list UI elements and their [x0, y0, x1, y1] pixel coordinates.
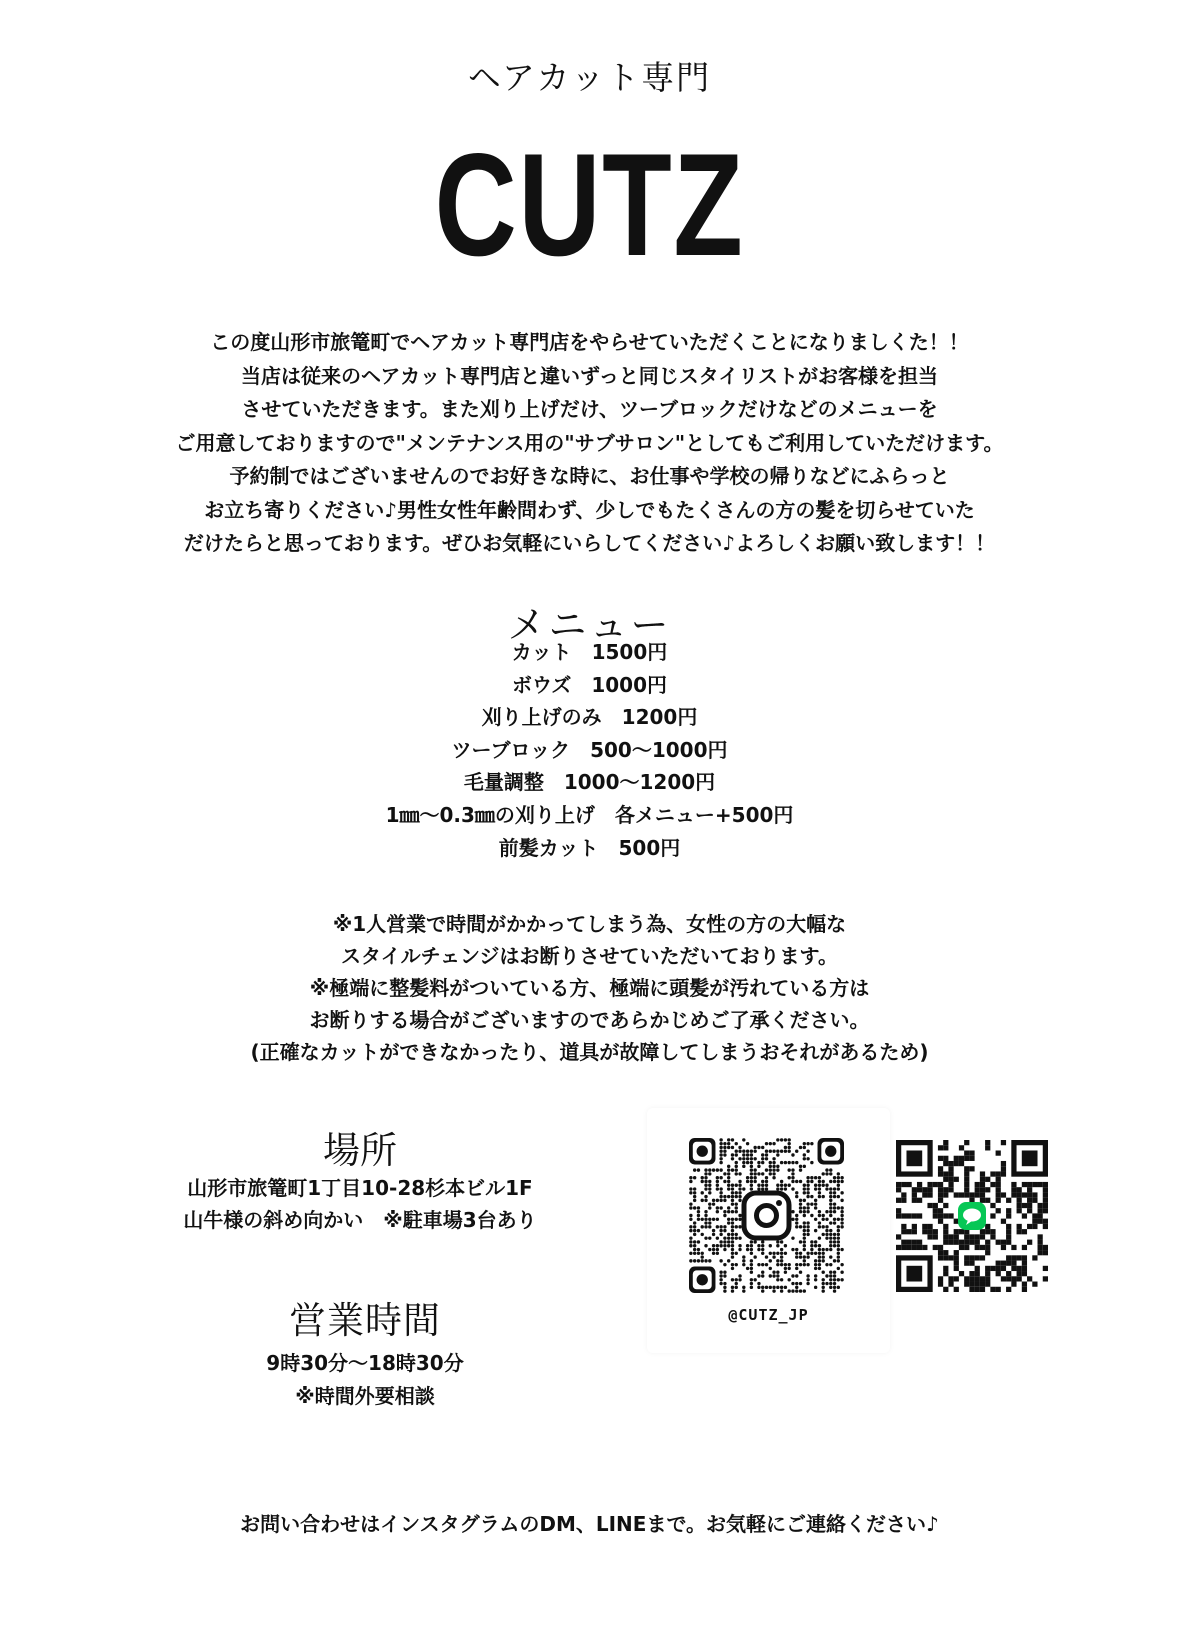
- line-icon: [958, 1202, 986, 1230]
- intro-line: 当店は従来のヘアカット専門店と違いずっと同じスタイリストがお客様を担当: [241, 363, 938, 388]
- menu-title: メニュー: [507, 603, 672, 647]
- menu-item: ボウズ 1000円: [511, 672, 668, 697]
- qr-finder: [818, 1138, 844, 1164]
- intro-line: 予約制ではございませんのでお好きな時に、お仕事や学校の帰りなどにふらっと: [229, 464, 950, 488]
- qr-finder: [689, 1267, 715, 1293]
- intro-line: させていただきます。また刈り上げだけ、ツーブロックだけなどのメニューを: [241, 397, 938, 421]
- shop-subtitle: ヘアカット専門: [467, 58, 712, 97]
- line-qr-code[interactable]: [896, 1140, 1048, 1292]
- instagram-qr-card[interactable]: [647, 1108, 890, 1353]
- intro-text: [0, 326, 1179, 561]
- qr-finder: [689, 1138, 715, 1164]
- brand-logo: CUTZ: [434, 123, 745, 286]
- intro-line: お立ち寄りください♪男性女性年齢問わず、少しでもたくさんの方の髪を切らせていた: [204, 497, 975, 522]
- qr-finder: [896, 1140, 933, 1177]
- intro-line: ご用意しておりますので"メンテナンス用の"サブサロン"としてもご利用していただけます。: [175, 430, 1004, 455]
- menu-item: ツーブロック 500〜1000円: [451, 737, 728, 762]
- menu-item: 刈り上げのみ 1200円: [481, 705, 698, 730]
- instagram-icon: [744, 1193, 789, 1238]
- menu-item: 1㎜〜0.3㎜の刈り上げ 各メニュー+500円: [385, 802, 794, 827]
- hours-note: ※時間外要相談: [295, 1384, 435, 1408]
- note-line: ※1人営業で時間がかかってしまう為、女性の方の大幅な: [332, 912, 847, 936]
- menu-list: [0, 636, 1179, 864]
- instagram-handle[interactable]: @CUTZ_JP: [728, 1306, 809, 1324]
- note-line: ※極端に整髪料がついている方、極端に頭髪が汚れている方は: [309, 976, 870, 1000]
- menu-item: 毛量調整 1000〜1200円: [463, 770, 716, 795]
- hours-line: 9時30分〜18時30分: [266, 1351, 464, 1375]
- note-line: スタイルチェンジはお断りさせていただいております。: [341, 944, 838, 968]
- instagram-qr-code[interactable]: [689, 1138, 844, 1293]
- notes-block: [0, 908, 1179, 1068]
- intro-line: だけたらと思っております。ぜひお気軽にいらしてください♪よろしくお願い致します！！: [183, 531, 996, 555]
- qr-finder: [896, 1255, 933, 1292]
- contact-note: お問い合わせはインスタグラムのDM、LINEまで。お気軽にご連絡ください♪: [240, 1512, 939, 1536]
- hours-info: [200, 1347, 530, 1413]
- intro-line: この度山形市旅篭町でヘアカット専門店をやらせていただくことになりましくた！！: [210, 330, 969, 354]
- note-line: (正確なカットができなかったり、道具が故障してしまうおそれがあるため): [250, 1040, 929, 1064]
- location-title: 場所: [323, 1129, 397, 1172]
- location-info: [150, 1172, 570, 1236]
- menu-item: 前髪カット 500円: [498, 835, 681, 860]
- address-line: 山形市旅篭町1丁目10-28杉本ビル1F: [187, 1176, 533, 1200]
- qr-finder: [1011, 1140, 1048, 1177]
- hours-title: 営業時間: [289, 1299, 441, 1342]
- parking-line: 山牛様の斜め向かい ※駐車場3台あり: [183, 1208, 537, 1232]
- menu-item: カット 1500円: [511, 640, 668, 664]
- note-line: お断りする場合がございますのであらかじめご了承ください。: [309, 1008, 870, 1032]
